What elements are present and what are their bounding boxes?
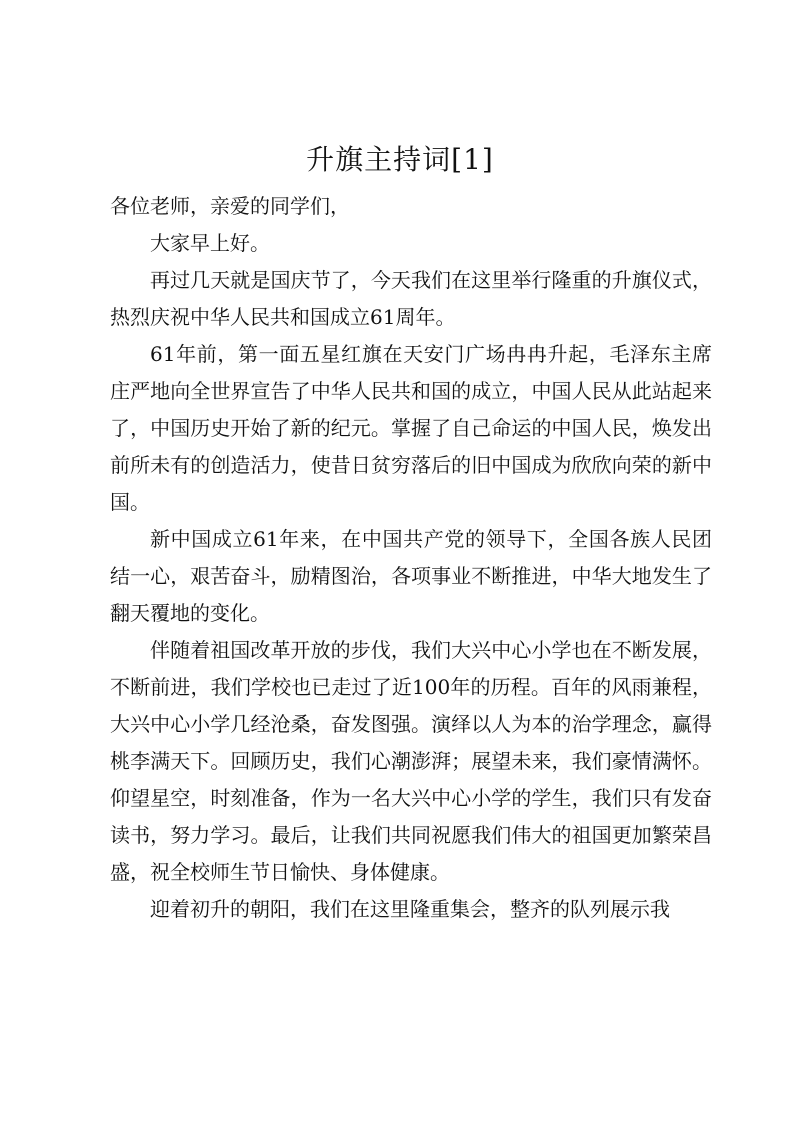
paragraph-assembly: 迎着初升的朝阳，我们在这里隆重集会，整齐的队列展示我 [150, 897, 670, 921]
paragraph-school: 伴随着祖国改革开放的步伐，我们大兴中心小学也在不断发展，不断前进，我们学校也已走过了近100年的历程。百年的风雨兼程，大兴中心小学几经沧桑，奋发图强。演绎以人为本的治学理念，赢得桃李满天下。回顾历史，我们心潮澎湃；展望未来，我们豪情满怀。仰望星空，时刻准备，作为一名大兴中心小学的学生，我们只有发奋读书，努力学习。最后，让我们共同祝愿我们伟大的祖国更加繁荣昌盛，祝全校师生节日愉快、身体健康。 [110, 638, 712, 884]
paragraph-history: 61年前，第一面五星红旗在天安门广场冉冉升起，毛泽东主席庄严地向全世界宣告了中华人民共和国的成立，中国人民从此站起来了，中国历史开始了新的纪元。掌握了自己命运的中国人民，焕发出前所未有的创造活力，使昔日贫穷落后的旧中国成为欣欣向荣的新中国。 [110, 342, 712, 514]
document-title: 升旗主持词[1] [306, 143, 494, 176]
document-body [110, 188, 712, 928]
paragraph-development: 新中国成立61年来，在中国共产党的领导下，全国各族人民团结一心，艰苦奋斗，励精图治，各项事业不断推进，中华大地发生了翻天覆地的变化。 [110, 527, 712, 625]
paragraph-national-day: 再过几天就是国庆节了，今天我们在这里举行隆重的升旗仪式，热烈庆祝中华人民共和国成立61周年。 [110, 268, 712, 329]
paragraph-greeting: 各位老师，亲爱的同学们， [110, 194, 350, 218]
paragraph-morning: 大家早上好。 [150, 231, 270, 255]
